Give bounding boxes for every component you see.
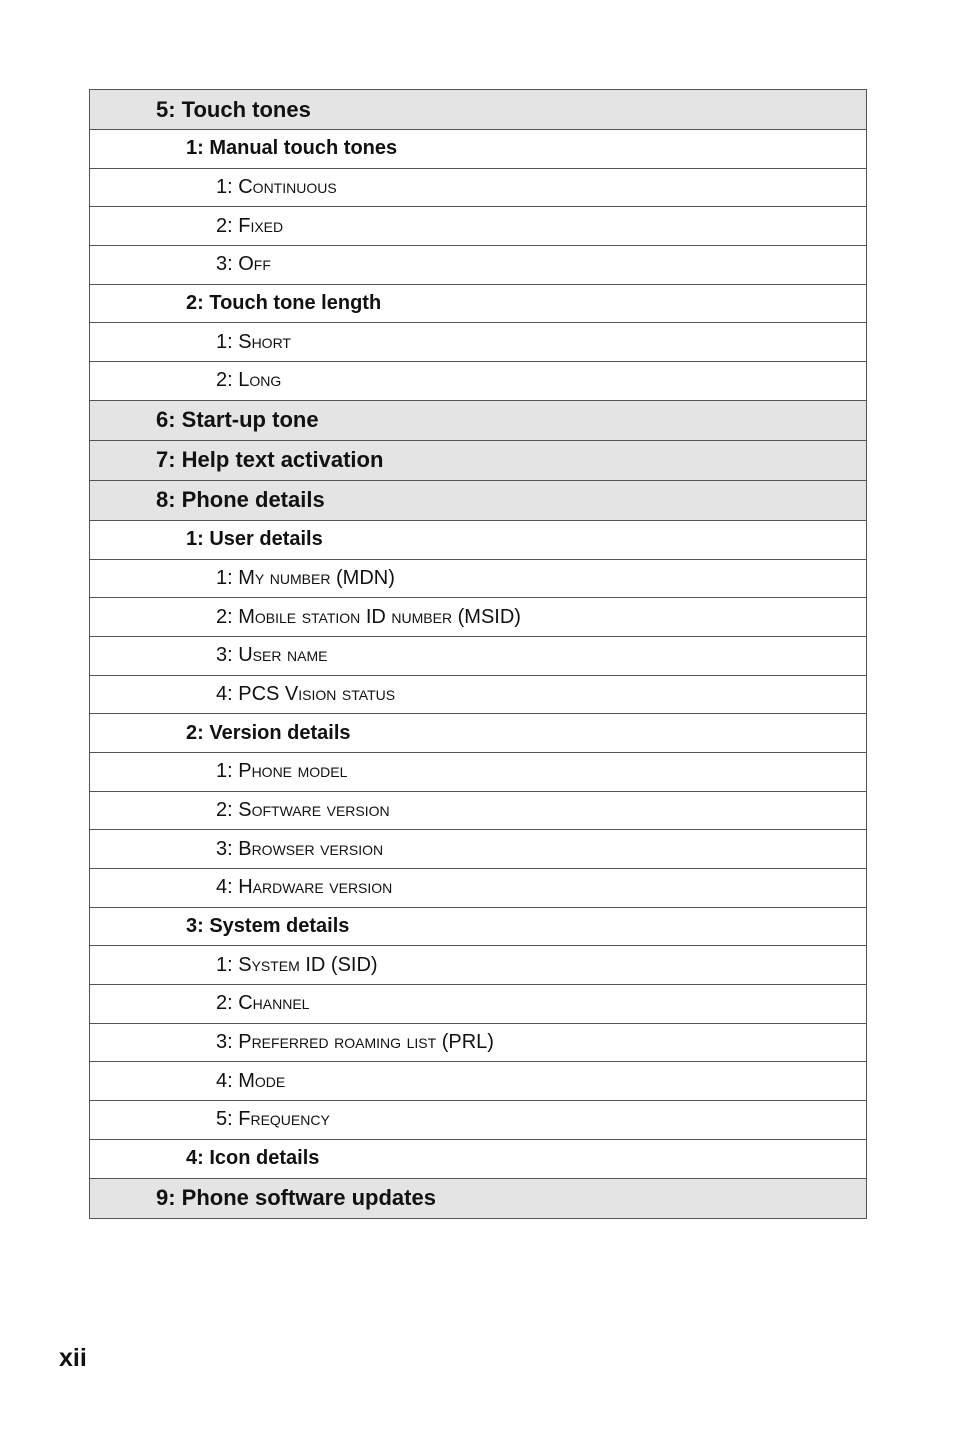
menu-row-label: 3: User name (216, 644, 328, 667)
menu-row-label: 8: Phone details (156, 487, 325, 513)
menu-row-label: 2: Version details (186, 721, 351, 744)
menu-row-label: 5: Touch tones (156, 96, 311, 122)
menu-row-label: 9: Phone software updates (156, 1185, 436, 1210)
menu-subsection-row (90, 521, 866, 560)
menu-section-row (90, 441, 866, 481)
menu-row-label: 1: System ID (SID) (216, 953, 378, 976)
menu-row-label: 1: Manual touch tones (186, 137, 398, 160)
menu-row-label: 2: Fixed (216, 214, 284, 237)
menu-section-row (90, 1179, 866, 1219)
menu-option-row (90, 207, 866, 246)
menu-option-row (90, 676, 866, 715)
menu-subsection-row (90, 130, 866, 169)
menu-option-row (90, 637, 866, 676)
menu-row-label: 4: Hardware version (216, 876, 393, 899)
menu-option-row (90, 985, 866, 1024)
menu-option-row (90, 946, 866, 985)
menu-subsection-row (90, 714, 866, 753)
menu-row-label: 2: Software version (216, 798, 390, 821)
menu-row-label: 1: User details (186, 528, 323, 551)
menu-row-label: 3: Preferred roaming list (PRL) (216, 1031, 494, 1054)
menu-row-label: 6: Start-up tone (156, 407, 319, 433)
menu-option-row (90, 598, 866, 637)
menu-option-row (90, 753, 866, 792)
menu-option-row (90, 1101, 866, 1140)
menu-row-label: 1: Continuous (216, 176, 337, 199)
menu-row-label: 4: PCS Vision status (216, 682, 396, 705)
menu-option-row (90, 362, 866, 401)
menu-section-row (90, 481, 866, 521)
menu-row-label: 2: Long (216, 369, 282, 392)
menu-option-row (90, 323, 866, 362)
menu-row-label: 7: Help text activation (156, 447, 384, 473)
menu-row-label: 2: Mobile station ID number (MSID) (216, 605, 521, 628)
menu-section-row (90, 90, 866, 130)
menu-subsection-row (90, 1140, 866, 1179)
menu-option-row (90, 830, 866, 869)
menu-row-label: 4: Icon details (186, 1147, 320, 1170)
menu-option-row (90, 169, 866, 208)
menu-row-label: 1: My number (MDN) (216, 566, 395, 589)
menu-row-label: 3: Browser version (216, 837, 384, 860)
menu-row-label: 3: Off (216, 253, 271, 276)
menu-option-row (90, 1062, 866, 1101)
menu-row-label: 5: Frequency (216, 1108, 330, 1131)
menu-subsection-row (90, 908, 866, 947)
menu-table (89, 89, 867, 1219)
menu-row-label: 1: Short (216, 330, 291, 353)
menu-option-row (90, 246, 866, 285)
menu-subsection-row (90, 285, 866, 324)
menu-row-label: 2: Touch tone length (186, 292, 382, 315)
menu-row-label: 3: System details (186, 915, 350, 938)
menu-option-row (90, 869, 866, 908)
page-number: xii (59, 1344, 87, 1372)
menu-section-row (90, 401, 866, 441)
menu-option-row (90, 560, 866, 599)
menu-option-row (90, 792, 866, 831)
menu-row-label: 4: Mode (216, 1069, 286, 1092)
menu-row-label: 2: Channel (216, 992, 310, 1015)
menu-option-row (90, 1024, 866, 1063)
menu-row-label: 1: Phone model (216, 760, 348, 783)
